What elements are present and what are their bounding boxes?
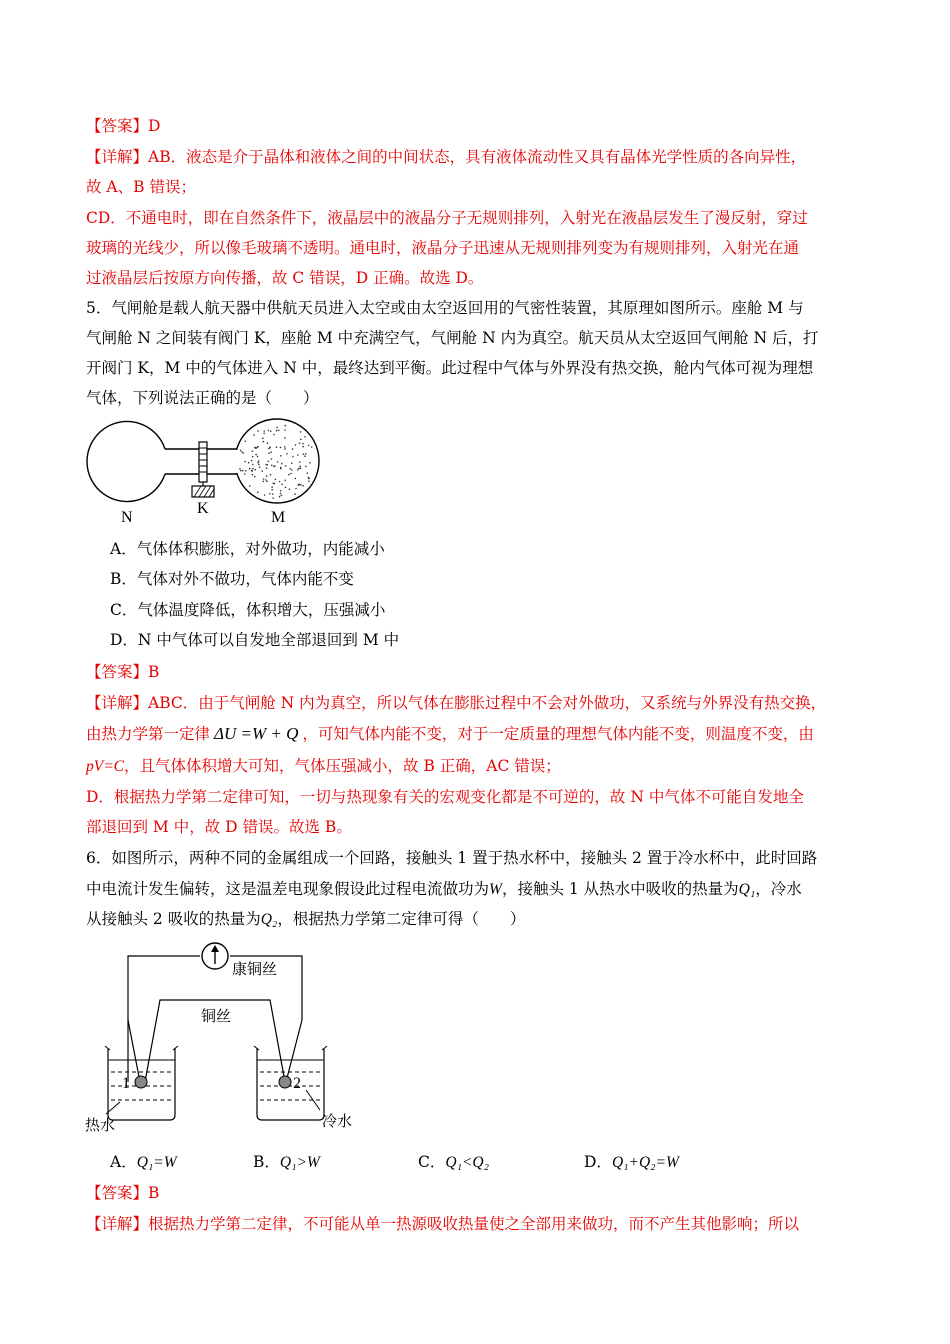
air-particle — [266, 475, 268, 477]
air-particle — [269, 446, 271, 448]
q5-stem-line: 气闸舱 N 之间装有阀门 K，座舱 M 中充满空气，气闸舱 N 内为真空。航天员从太空返回气闸舱 N 后，打 — [86, 329, 819, 347]
air-particle — [304, 436, 306, 438]
air-particle — [305, 466, 307, 468]
air-particle — [268, 448, 270, 450]
air-particle — [271, 486, 273, 488]
air-particle — [292, 456, 294, 458]
air-particle — [280, 467, 282, 469]
q6-stem-line: 6．如图所示，两种不同的金属组成一个回路，接触头 1 置于热水杯中，接触头 2 置于冷水杯中，此时回路 — [86, 849, 818, 867]
hot-water-label: 热水 — [85, 1116, 116, 1134]
air-particle — [295, 444, 297, 446]
air-particle — [245, 441, 247, 443]
thermocouple-diagram — [80, 940, 370, 1140]
air-particle — [253, 434, 255, 436]
air-particle — [299, 461, 301, 463]
air-particle — [252, 450, 254, 452]
air-particle — [263, 433, 265, 435]
label-k: K — [197, 500, 209, 517]
air-particle — [275, 479, 277, 481]
air-particle — [241, 451, 243, 453]
constantan-label: 康铜丝 — [232, 960, 278, 978]
air-particle — [249, 485, 251, 487]
air-particle — [252, 456, 254, 458]
air-particle — [297, 454, 299, 456]
air-particle — [265, 479, 267, 481]
q6-option-b: B．Q₁>W — [253, 1153, 320, 1171]
air-particle — [252, 464, 254, 466]
air-particle — [257, 462, 259, 464]
first-law-formula: ΔU =W + Q — [214, 724, 299, 743]
q5-stem-line: 5．气闸舱是载人航天器中供航天员进入太空或由太空返回用的气密性装置，其原理如图所示。座舱 M 与 — [86, 299, 804, 317]
copper-label: 铜丝 — [201, 1007, 232, 1025]
cold-water-label: 冷水 — [322, 1112, 353, 1130]
air-particle — [248, 462, 250, 464]
air-particle — [291, 469, 293, 471]
air-particle — [299, 465, 301, 467]
air-particle — [292, 448, 294, 450]
air-particle — [263, 430, 265, 432]
air-particle — [289, 468, 291, 470]
air-particle — [271, 465, 273, 467]
air-particle — [244, 473, 246, 475]
air-particle — [270, 451, 272, 453]
air-particle — [295, 488, 297, 490]
air-particle — [302, 443, 304, 445]
air-particle — [304, 455, 306, 457]
label-m: M — [271, 509, 286, 524]
air-particle — [309, 462, 311, 464]
air-particle — [259, 466, 261, 468]
air-particle — [281, 495, 283, 497]
q5-answer: 【答案】B — [86, 663, 160, 681]
air-particle — [255, 469, 257, 471]
air-particle — [266, 481, 268, 483]
air-particle — [276, 430, 278, 432]
q5-option-d: D．N 中气体可以自发地全部退回到 M 中 — [110, 631, 400, 649]
q4-detail-line: 玻璃的光线少，所以像毛玻璃不透明。通电时，液晶分子迅速从无规则排列变为有规则排列，入射光在通 — [86, 239, 800, 257]
air-particle — [263, 478, 265, 480]
air-particle — [280, 455, 282, 457]
air-particle — [270, 474, 272, 476]
q6-answer: 【答案】B — [86, 1184, 160, 1202]
air-particle — [308, 477, 310, 479]
air-particle — [300, 431, 302, 433]
air-particle — [300, 467, 302, 469]
contact-2-label: 2 — [293, 1075, 301, 1092]
q5-stem-line: 气体，下列说法正确的是（ ） — [86, 389, 319, 407]
air-particle — [289, 488, 291, 490]
q4-detail-line: 【详解】AB．液态是介于晶体和液体之间的中间状态，具有液体流动性又具有晶体光学性质的各向异性， — [86, 148, 807, 166]
air-particle — [284, 446, 286, 448]
air-particle — [272, 497, 274, 499]
air-particle — [290, 473, 292, 475]
air-particle — [270, 431, 272, 433]
q5-detail-line: 【详解】ABC．由于气闸舱 N 内为真空，所以气体在膨胀过程中不会对外做功，又系统与外界没有热交换， — [86, 694, 827, 712]
air-particle — [245, 470, 247, 472]
air-particle — [267, 442, 269, 444]
air-particle — [284, 448, 286, 450]
air-particle — [268, 461, 270, 463]
air-particle — [273, 434, 275, 436]
air-particle — [285, 425, 287, 427]
air-particle — [262, 437, 264, 439]
air-particle — [257, 491, 259, 493]
air-particle — [240, 450, 242, 452]
air-particle — [294, 493, 296, 495]
air-particle — [266, 467, 268, 469]
air-particle — [300, 439, 302, 441]
air-particle — [257, 456, 259, 458]
air-particle — [285, 465, 287, 467]
air-particle — [311, 446, 313, 448]
air-particle — [240, 470, 242, 472]
air-particle — [273, 466, 275, 468]
air-particle — [280, 493, 282, 495]
label-n: N — [121, 509, 133, 524]
q6-option-c: C．Q₁<Q₂ — [418, 1153, 489, 1171]
air-particle — [258, 460, 260, 462]
air-particle — [305, 453, 307, 455]
air-particle — [284, 437, 286, 439]
air-particle — [257, 430, 259, 432]
air-particle — [281, 484, 283, 486]
air-particle — [284, 480, 286, 482]
q5-stem-line: 开阀门 K，M 中的气体进入 N 中，最终达到平衡。此过程中气体与外界没有热交换，舱内气体可视为理想 — [86, 359, 814, 377]
air-particle — [239, 468, 241, 470]
air-particle — [303, 453, 305, 455]
air-particle — [251, 460, 253, 462]
air-particle — [263, 441, 265, 443]
air-particle — [268, 430, 270, 432]
air-particle — [308, 480, 310, 482]
air-particle — [254, 476, 256, 478]
q5-option-a: A．气体体积膨胀，对外做功，内能减小 — [110, 540, 385, 558]
q4-detail-line: CD．不通电时，即在自然条件下，液晶层中的液晶分子无规则排列，入射光在液晶层发生了漫反射，穿过 — [86, 209, 808, 227]
q6-stem-line: 从接触头 2 吸收的热量为Q₂，根据热力学第二定律可得（ ） — [86, 910, 526, 928]
air-particle — [279, 496, 281, 498]
air-particle — [307, 472, 309, 474]
air-particle — [291, 463, 293, 465]
air-particle — [249, 468, 251, 470]
air-particle — [286, 453, 288, 455]
air-particle — [280, 447, 282, 449]
air-particle — [284, 429, 286, 431]
q6-detail-line: 【详解】根据热力学第二定律，不可能从单一热源吸收热量使之全部用来做功，而不产生其他影响；所以 — [86, 1215, 800, 1233]
q5-detail-line: 由热力学第一定律 ΔU =W + Q ，可知气体内能不变，对于一定质量的理想气体内能不变，则温度不变，由 — [86, 724, 814, 743]
air-particle — [276, 427, 278, 429]
air-particle — [280, 490, 282, 492]
air-particle — [279, 481, 281, 483]
q5-option-b: B．气体对外不做功，气体内能不变 — [110, 570, 354, 588]
q5-detail-line: pV=C，且气体体积增大可知，气体压强减小，故 B 正确，AC 错误； — [86, 757, 561, 775]
airlock-diagram — [80, 412, 330, 524]
air-particle — [273, 483, 275, 485]
air-particle — [254, 447, 256, 449]
air-particle — [298, 484, 300, 486]
q4-detail-line: 过液晶层后按原方向传播，故 C 错误，D 正确。故选 D。 — [86, 269, 484, 287]
air-particle — [272, 493, 274, 495]
q4-answer: 【答案】D — [86, 117, 161, 135]
q5-detail-line: 部退回到 M 中，故 D 错误。故选 B。 — [86, 818, 352, 836]
air-particle — [299, 443, 301, 445]
air-particle — [268, 452, 270, 454]
air-particle — [252, 474, 254, 476]
air-particle — [264, 494, 266, 496]
q6-option-a: A．Q₁=W — [110, 1153, 177, 1171]
air-particle — [297, 469, 299, 471]
air-particle — [308, 445, 310, 447]
air-particle — [288, 474, 290, 476]
air-particle — [295, 478, 297, 480]
q4-detail-line: 故 A、B 错误； — [86, 178, 196, 196]
air-particle — [243, 452, 245, 454]
air-particle — [285, 487, 287, 489]
contact-1-label: 1 — [122, 1075, 130, 1092]
air-particle — [263, 481, 265, 483]
air-particle — [251, 470, 253, 472]
air-particle — [271, 489, 273, 491]
air-particle — [252, 468, 254, 470]
air-particle — [302, 446, 304, 448]
q6-stem-line: 中电流计发生偏转，这是温差电现象假设此过程电流做功为W，接触头 1 从热水中吸收的热量为Q₁，冷水 — [86, 880, 802, 898]
air-particle — [278, 430, 280, 432]
q5-detail-line: D．根据热力学第二定律可知，一切与热现象有关的宏观变化都是不可逆的，故 N 中气体不可能自发地全 — [86, 788, 804, 806]
air-particle — [257, 446, 259, 448]
air-particle — [276, 446, 278, 448]
air-particle — [261, 470, 263, 472]
air-particle — [258, 464, 260, 466]
q6-option-d: D．Q₁+Q₂=W — [584, 1153, 679, 1171]
air-particle — [269, 493, 271, 495]
air-particle — [277, 461, 279, 463]
air-particle — [302, 485, 304, 487]
air-particle — [271, 458, 273, 460]
air-particle — [242, 470, 244, 472]
air-particle — [281, 463, 283, 465]
q5-option-c: C．气体温度降低，体积增大，压强减小 — [110, 601, 386, 619]
air-particle — [267, 464, 269, 466]
air-particle — [255, 454, 257, 456]
air-particle — [244, 461, 246, 463]
air-particle — [298, 468, 300, 470]
